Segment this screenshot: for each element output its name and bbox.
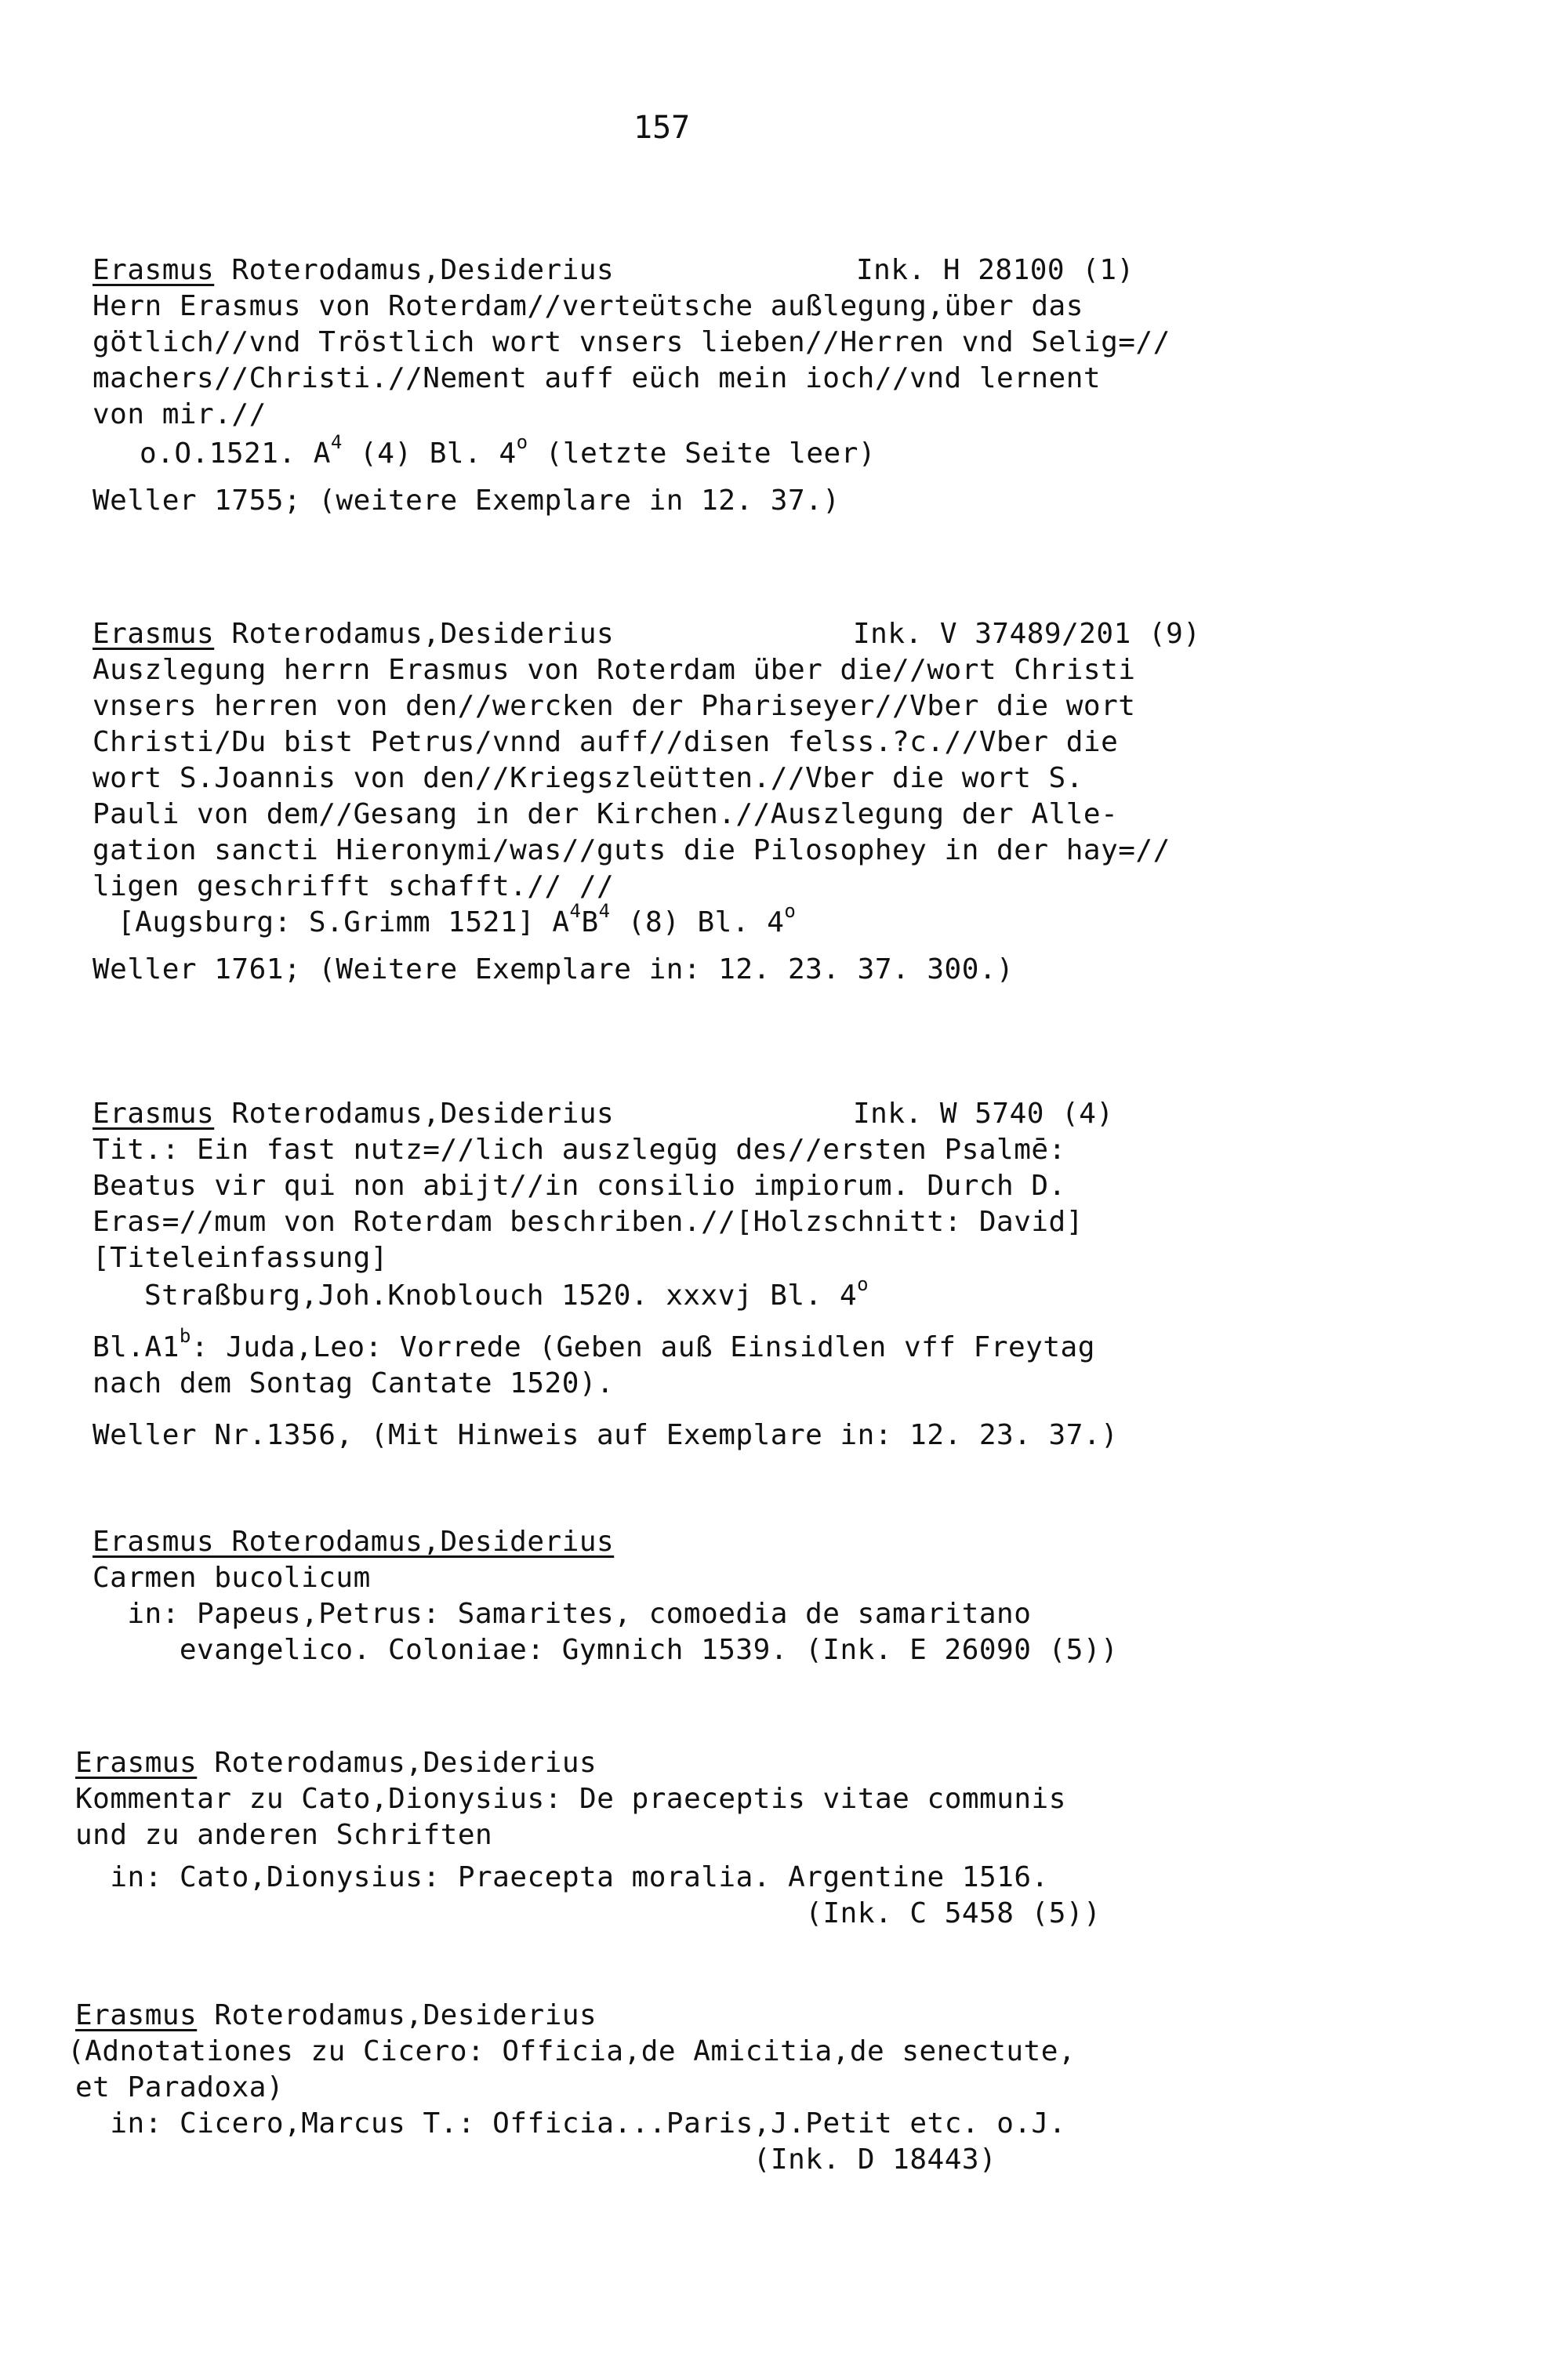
entry-text-line: wort S.Joannis von den//Kriegszleütten.//Vber die wort S.: [93, 762, 1083, 794]
entry-signature: Ink. V 37489/201 (9): [853, 618, 1201, 650]
entry-surname: Erasmus: [93, 618, 215, 650]
entry-text-line: und zu anderen Schriften: [75, 1819, 493, 1851]
entry-text-line: Eras=//mum von Roterdam beschriben.//[Holzschnitt: David]: [93, 1206, 1083, 1238]
entry-text-line: machers//Christi.//Nement auff eüch mein ioch//vnd lernent: [93, 362, 1102, 394]
entry-note: Bl.A1$^b$: Juda,Leo: Vorrede (Geben auß Einsidlen vff Freytag: [93, 1325, 1095, 1363]
entry-text-line: ligen geschrifft schafft.// //: [93, 870, 615, 902]
catalog-entry-6: [0, 1998, 1568, 2214]
entry-heading-rest: Roterodamus,Desiderius: [197, 1747, 597, 1779]
entry-heading: [75, 1745, 597, 1781]
entry-text-line: (Ink. D 18443): [75, 2143, 997, 2176]
entry-text-line: [Titeleinfassung]: [93, 1242, 388, 1274]
catalog-entry-1: [0, 252, 1568, 577]
entry-text-line: (Ink. C 5458 (5)): [75, 1897, 1102, 1929]
page-number: 157: [633, 110, 691, 146]
catalog-entry-3: [0, 1096, 1568, 1493]
entry-text-line: et Paradoxa): [75, 2071, 285, 2103]
entry-signature: Ink. H 28100 (1): [856, 254, 1134, 286]
entry-text-line: Hern Erasmus von Roterdam//verteütsche außlegung,über das: [93, 290, 1083, 322]
entry-text-line: Christi/Du bist Petrus/vnnd auff//disen felss.?c.//Vber die: [93, 726, 1119, 758]
entry-surname: Erasmus: [93, 1098, 215, 1130]
entry-heading-rest: Roterodamus,Desiderius: [214, 254, 615, 286]
entry-heading-rest: Roterodamus,Desiderius: [197, 1999, 597, 2031]
entry-text-line: Auszlegung herrn Erasmus von Roterdam über die//wort Christi: [93, 654, 1136, 686]
entry-text-line: in: Cicero,Marcus T.: Officia...Paris,J.Petit etc. o.J.: [75, 2107, 1066, 2140]
entry-text-line: götlich//vnd Tröstlich wort vnsers lieben//Herren vnd Selig=//: [93, 326, 1171, 358]
catalog-entry-4: [0, 1524, 1568, 1704]
entry-text-line: vnsers herren von den//wercken der Phariseyer//Vber die wort: [93, 690, 1136, 722]
entry-text-line: Kommentar zu Cato,Dionysius: De praeceptis vitae communis: [75, 1783, 1066, 1815]
entry-surname: Erasmus: [93, 254, 215, 286]
entry-text-line: von mir.//: [93, 398, 267, 430]
catalog-entry-5: [0, 1745, 1568, 1962]
entry-text-line: Pauli von dem//Gesang in der Kirchen.//Auszlegung der Alle-: [93, 798, 1119, 830]
entry-note-line: nach dem Sontag Cantate 1520).: [93, 1367, 615, 1399]
entry-text-line: (Adnotationes zu Cicero: Officia,de Amicitia,de senectute,: [67, 2035, 1076, 2067]
entry-text-line: in: Papeus,Petrus: Samarites, comoedia de samaritano: [93, 1598, 1032, 1630]
entry-heading-rest: Roterodamus,Desiderius: [214, 1098, 615, 1130]
entry-surname: Erasmus: [75, 1999, 198, 2031]
entry-text-line: Carmen bucolicum: [93, 1562, 371, 1594]
entry-surname: Erasmus: [75, 1747, 198, 1779]
entry-heading: [93, 616, 614, 652]
entry-imprint: o.O.1521. $A^4$ (4) Bl. 4$^o$ (letzte Seite leer): [140, 431, 877, 470]
entry-text-line: in: Cato,Dionysius: Praecepta moralia. Argentine 1516.: [75, 1861, 1049, 1893]
entry-signature: Ink. W 5740 (4): [853, 1098, 1114, 1130]
entry-imprint: Straßburg,Joh.Knoblouch 1520. xxxvj Bl. 4$^o$: [144, 1273, 869, 1312]
entry-heading-rest: Roterodamus,Desiderius: [214, 618, 615, 650]
entry-text-line: gation sancti Hieronymi/was//guts die Pilosophey in der hay=//: [93, 834, 1171, 866]
entry-text-line: Tit.: Ein fast nutz=//lich auszlegūg des//ersten Psalmē:: [93, 1134, 1066, 1166]
entry-reference: Weller Nr.1356, (Mit Hinweis auf Exemplare in: 12. 23. 37.): [93, 1419, 1119, 1451]
entry-heading: [93, 252, 614, 289]
entry-heading: Erasmus Roterodamus,Desiderius: [93, 1526, 615, 1558]
entry-imprint: [Augsburg: S.Grimm 1521] $A^4B^4$ (8) Bl. 4$^o$: [118, 900, 797, 938]
entry-reference: Weller 1761; (Weitere Exemplare in: 12. 23. 37. 300.): [93, 953, 1014, 985]
entry-heading: [75, 1998, 597, 2034]
entry-reference: Weller 1755; (weitere Exemplare in 12. 37.): [93, 485, 840, 517]
catalog-entry-2: [0, 616, 1568, 1049]
entry-heading: [93, 1096, 614, 1132]
entry-text-line: Beatus vir qui non abijt//in consilio impiorum. Durch D.: [93, 1170, 1066, 1202]
entry-text-line: evangelico. Coloniae: Gymnich 1539. (Ink. E 26090 (5)): [93, 1634, 1119, 1666]
